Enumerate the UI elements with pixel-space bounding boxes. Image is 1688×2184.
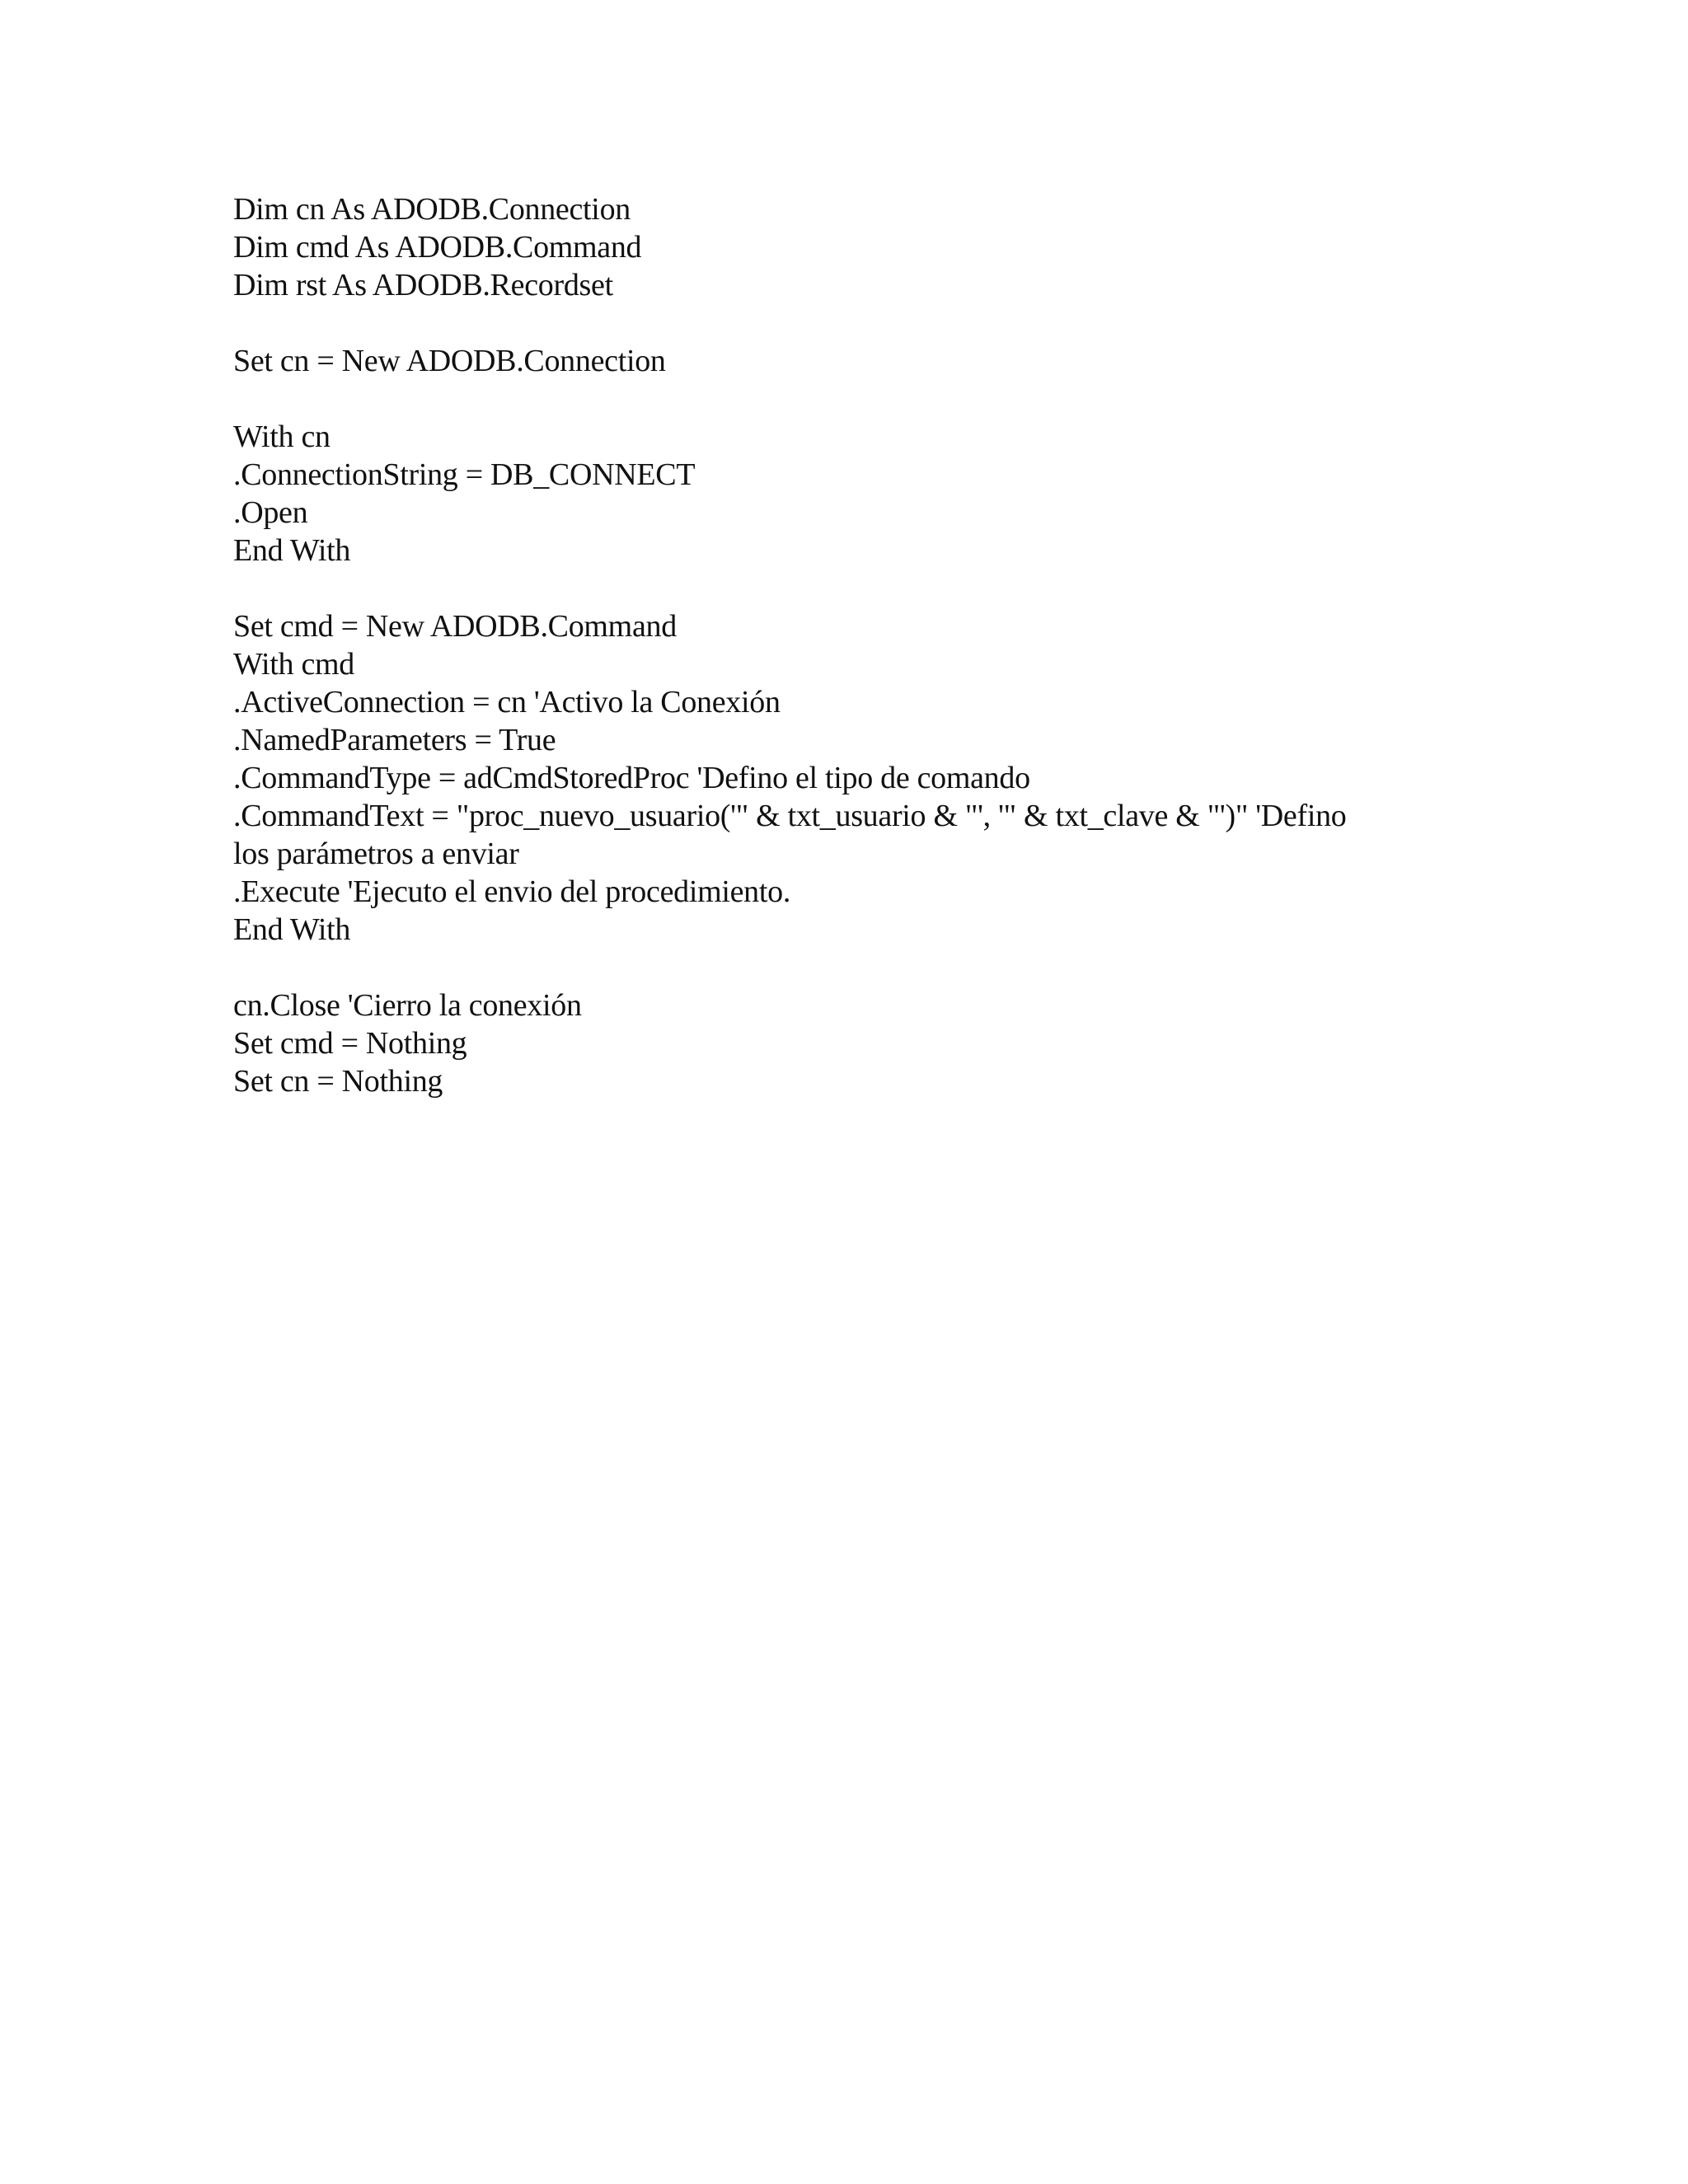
code-line: End With: [233, 912, 351, 947]
code-line: .ConnectionString = DB_CONNECT: [233, 457, 696, 492]
code-line: los parámetros a enviar: [233, 837, 519, 871]
code-line: With cn: [233, 419, 331, 454]
blank-line: [233, 304, 1453, 342]
blank-line: [233, 380, 1453, 418]
code-line: With cmd: [233, 647, 354, 682]
code-line: .NamedParameters = True: [233, 723, 556, 757]
code-line: .ActiveConnection = cn 'Activo la Conexión: [233, 685, 781, 719]
code-line: .CommandText = "proc_nuevo_usuario('" & txt_usuario & "', '" & txt_clave & "')" 'Defino: [233, 799, 1347, 833]
code-line: Set cn = Nothing: [233, 1064, 443, 1099]
blank-line: [233, 949, 1453, 987]
code-line: Dim cmd As ADODB.Command: [233, 230, 642, 265]
code-listing: [233, 190, 1453, 1100]
code-line: cn.Close 'Cierro la conexión: [233, 988, 582, 1023]
code-line: .Execute 'Ejecuto el envio del procedimiento.: [233, 874, 791, 909]
code-line: .Open: [233, 495, 308, 530]
code-line: Dim rst As ADODB.Recordset: [233, 268, 613, 302]
code-line: Set cmd = New ADODB.Command: [233, 609, 677, 644]
code-line: .CommandType = adCmdStoredProc 'Defino el tipo de comando: [233, 761, 1030, 795]
blank-line: [233, 569, 1453, 607]
code-line: Set cmd = Nothing: [233, 1026, 467, 1061]
code-line: Set cn = New ADODB.Connection: [233, 344, 666, 378]
code-line: End With: [233, 533, 351, 568]
code-line: Dim cn As ADODB.Connection: [233, 192, 631, 227]
